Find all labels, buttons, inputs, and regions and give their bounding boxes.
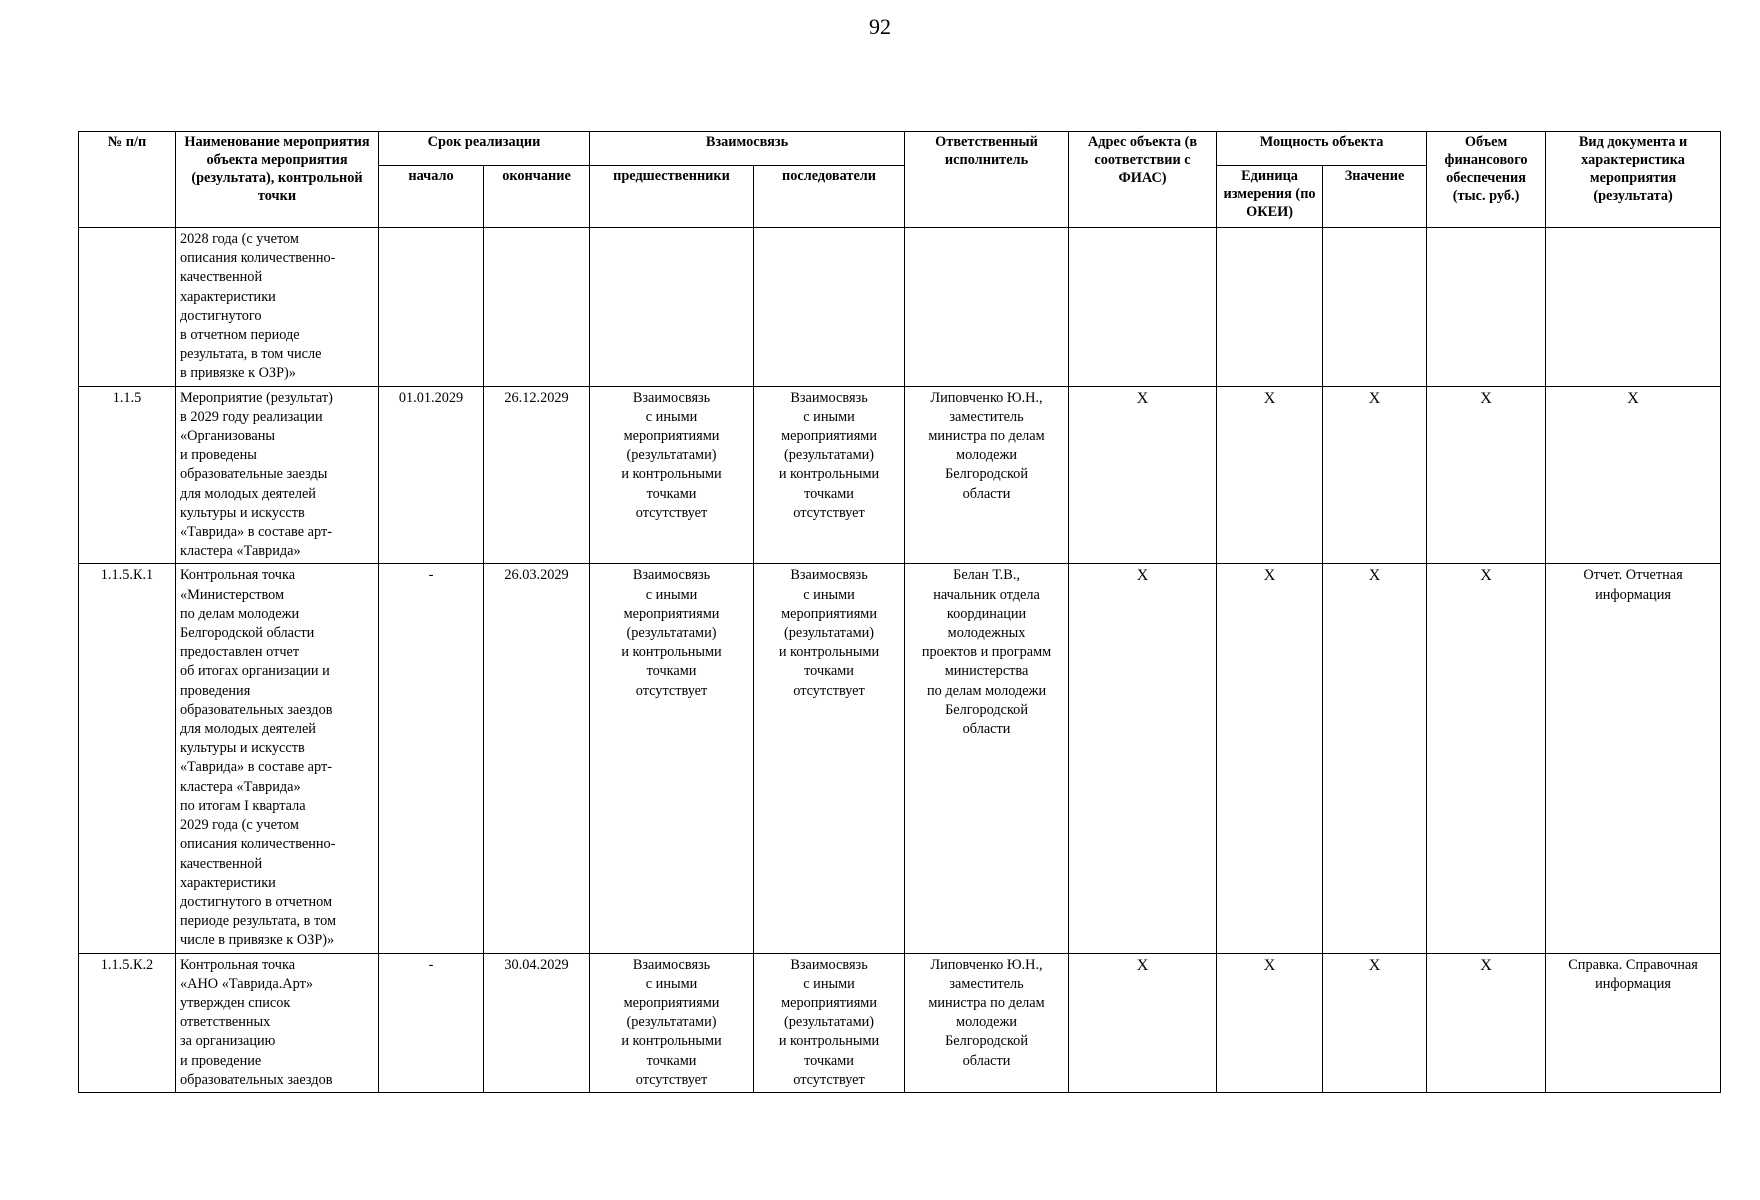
row-value: X (1323, 564, 1427, 953)
row-address: X (1069, 386, 1217, 564)
row-num: 1.1.5 (79, 386, 176, 564)
row-doc (1546, 564, 1721, 953)
row-name (176, 228, 379, 387)
row-start: - (379, 953, 484, 1092)
row-end: 30.04.2029 (484, 953, 590, 1092)
row-end: 26.12.2029 (484, 386, 590, 564)
header-capacity-unit: Единица измерения (по ОКЕИ) (1217, 166, 1323, 228)
row-num (79, 228, 176, 387)
row-responsible-text: Липовченко Ю.Н., заместитель министра по делам молодежи Белгородской области (928, 956, 1045, 1069)
row-address: X (1069, 953, 1217, 1092)
row-unit (1217, 228, 1323, 387)
row-responsible (905, 386, 1069, 564)
activities-table (78, 131, 1721, 1093)
row-end (484, 228, 590, 387)
row-pred (590, 953, 754, 1092)
row-start (379, 228, 484, 387)
row-name-text: Контрольная точка «Министерством по делам молодежи Белгородской области предоставлен отчет об итогах организации и проведения образовательных заездов для молодых деятелей культуры и искусств «Таврида» в составе арт- кластера «Таврида» по итогам I квартала 2029 года (с учетом описания количественно- качественной характеристики достигнутого в отчетном периоде результата, в том числе в привязке к ОЗР)» (180, 567, 336, 949)
row-responsible-text: Липовченко Ю.Н., заместитель министра по делам молодежи Белгородской области (928, 389, 1045, 502)
row-unit: X (1217, 564, 1323, 953)
row-name-text: Мероприятие (результат) в 2029 году реализации «Организованы и проведены образовательные заезды для молодых деятелей культуры и искусств «Таврида» в составе арт- кластера «Таврида» (180, 389, 333, 560)
header-num: № п/п (79, 132, 176, 228)
row-doc-text: Справка. Справочная информация (1568, 956, 1698, 992)
row-doc (1546, 228, 1721, 387)
row-doc: X (1546, 386, 1721, 564)
row-succ-text: Взаимосвязь с иными мероприятиями (результатами) и контрольными точками отсутствует (778, 567, 880, 699)
row-address (1069, 228, 1217, 387)
header-link: Взаимосвязь (590, 132, 905, 166)
row-pred (590, 564, 754, 953)
header-link-succ: последователи (754, 166, 905, 228)
header-address: Адрес объекта (в соответствии с ФИАС) (1069, 132, 1217, 228)
row-pred-text: Взаимосвязь с иными мероприятиями (результатами) и контрольными точками отсутствует (621, 567, 722, 699)
row-responsible (905, 953, 1069, 1092)
header-responsible: Ответственный исполнитель (905, 132, 1069, 228)
table-row (79, 953, 1721, 1092)
row-start: - (379, 564, 484, 953)
row-name-text: Контрольная точка «АНО «Таврида.Арт» утвержден список ответственных за организацию и проведение образовательных заездов (180, 956, 333, 1088)
header-name: Наименование мероприятия объекта мероприятия (результата), контрольной точки (176, 132, 379, 228)
row-value (1323, 228, 1427, 387)
row-funding: X (1427, 386, 1546, 564)
row-responsible (905, 564, 1069, 953)
row-pred (590, 228, 754, 387)
row-responsible (905, 228, 1069, 387)
row-num: 1.1.5.К.2 (79, 953, 176, 1092)
row-name (176, 953, 379, 1092)
row-value: X (1323, 953, 1427, 1092)
row-pred-text: Взаимосвязь с иными мероприятиями (результатами) и контрольными точками отсутствует (621, 956, 722, 1088)
header-doc: Вид документа и характеристика мероприятия (результата) (1546, 132, 1721, 228)
table-row (79, 386, 1721, 564)
header-term: Срок реализации (379, 132, 590, 166)
row-doc-text: Отчет. Отчетная информация (1583, 567, 1683, 603)
row-succ-text: Взаимосвязь с иными мероприятиями (результатами) и контрольными точками отсутствует (778, 956, 880, 1088)
row-pred-text: Взаимосвязь с иными мероприятиями (результатами) и контрольными точками отсутствует (621, 389, 722, 521)
row-address: X (1069, 564, 1217, 953)
header-capacity-value: Значение (1323, 166, 1427, 228)
row-name (176, 564, 379, 953)
row-responsible-text: Белан Т.В., начальник отдела координации молодежных проектов и программ министерства по делам молодежи Белгородской области (921, 567, 1052, 738)
row-name-text: 2028 года (с учетом описания количественно- качественной характеристики достигнутого в отчетном периоде результата, в том числе в привязке к ОЗР)» (180, 231, 336, 382)
row-name (176, 386, 379, 564)
row-succ (754, 953, 905, 1092)
row-unit: X (1217, 953, 1323, 1092)
row-pred (590, 386, 754, 564)
header-term-start: начало (379, 166, 484, 228)
row-succ (754, 386, 905, 564)
row-succ (754, 564, 905, 953)
table-row (79, 564, 1721, 953)
row-end: 26.03.2029 (484, 564, 590, 953)
row-funding: X (1427, 564, 1546, 953)
row-succ (754, 228, 905, 387)
row-num: 1.1.5.К.1 (79, 564, 176, 953)
row-start: 01.01.2029 (379, 386, 484, 564)
row-unit: X (1217, 386, 1323, 564)
row-value: X (1323, 386, 1427, 564)
header-capacity: Мощность объекта (1217, 132, 1427, 166)
row-succ-text: Взаимосвязь с иными мероприятиями (результатами) и контрольными точками отсутствует (778, 389, 880, 521)
row-funding: X (1427, 953, 1546, 1092)
row-funding (1427, 228, 1546, 387)
header-link-pred: предшественники (590, 166, 754, 228)
table-row (79, 228, 1721, 387)
header-funding: Объем финансового обеспечения (тыс. руб.) (1427, 132, 1546, 228)
row-doc (1546, 953, 1721, 1092)
header-term-end: окончание (484, 166, 590, 228)
page-number: 92 (869, 14, 891, 39)
